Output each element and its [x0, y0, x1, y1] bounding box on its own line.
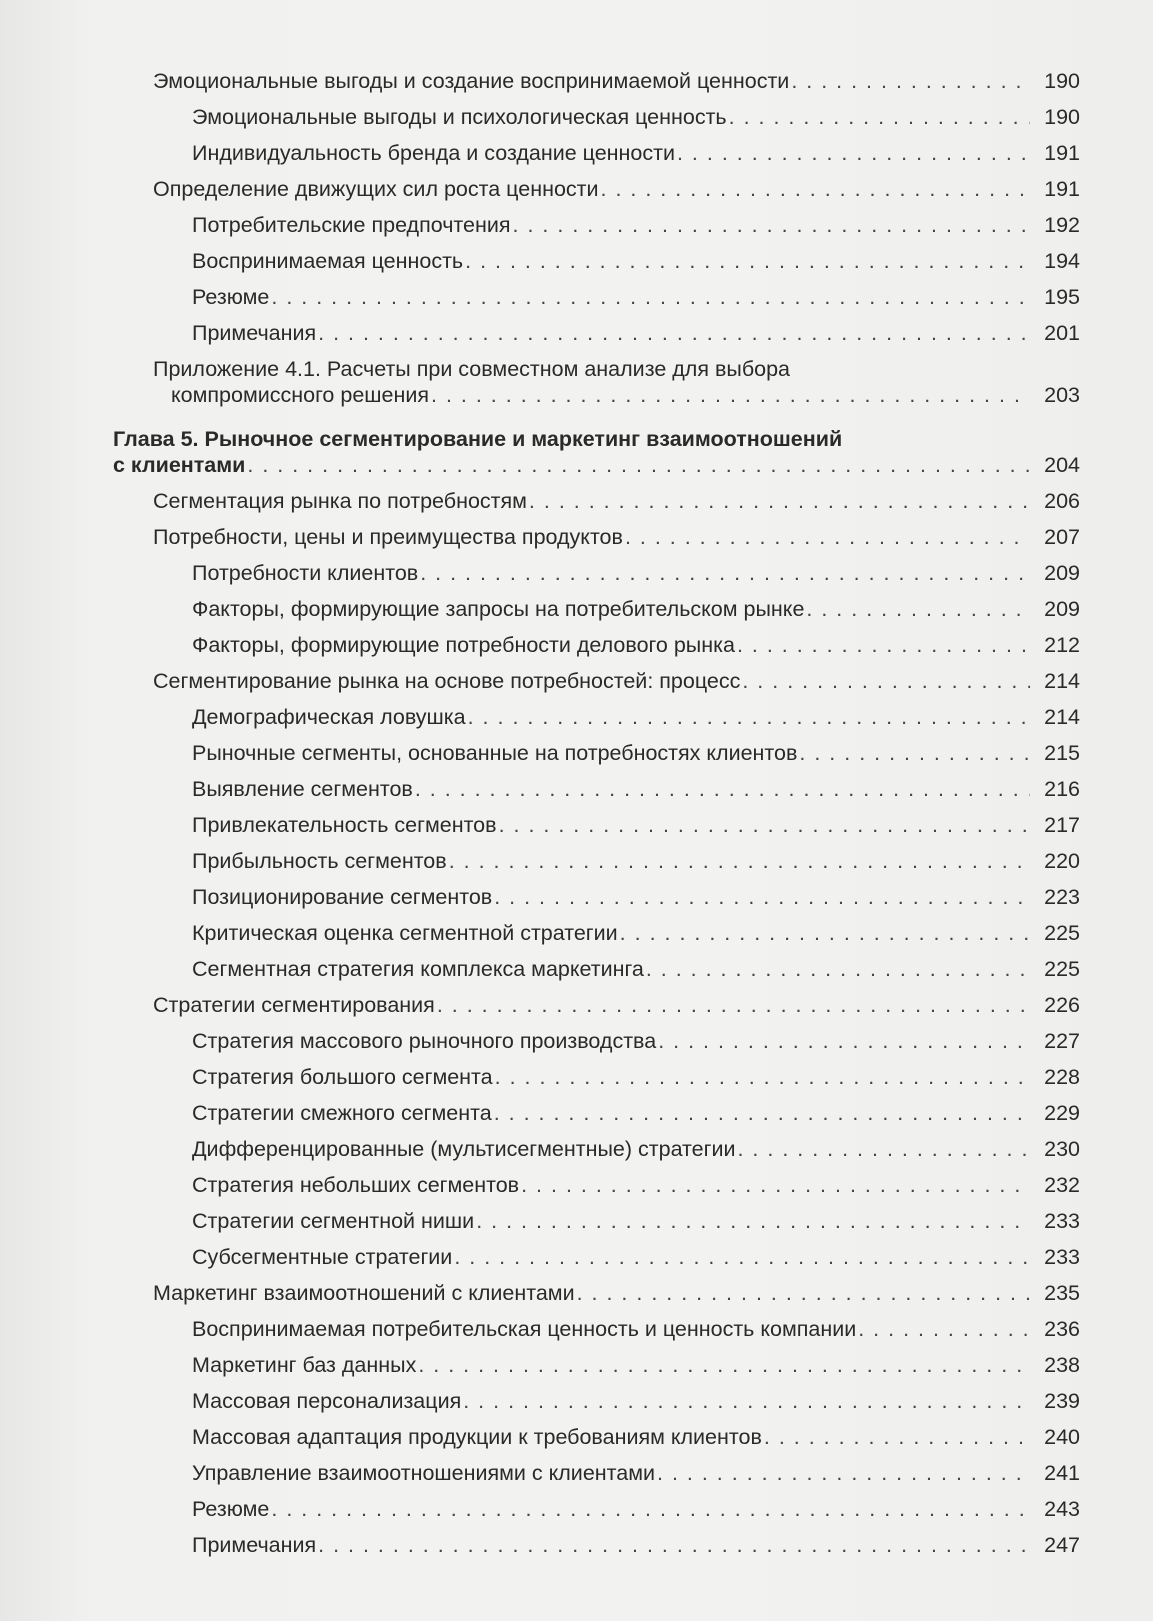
- toc-entry: [0, 734, 1153, 770]
- toc-entry: [0, 914, 1153, 950]
- toc-entry: [0, 350, 1153, 412]
- toc-entry-page: 233: [1044, 1209, 1080, 1233]
- toc-entry: [0, 1526, 1153, 1562]
- chapter-title-continued: с клиентами: [113, 453, 246, 477]
- toc-entry-title: Потребности, цены и преимущества продуктов: [153, 525, 623, 549]
- toc-entry-title: Воспринимаемая ценность: [192, 249, 464, 273]
- toc-entry: [0, 1310, 1153, 1346]
- toc-entry-page: 206: [1044, 489, 1080, 513]
- toc-entry-page: 204: [1044, 453, 1080, 477]
- leader-dots: [318, 1532, 1030, 1558]
- toc-entry: [0, 1094, 1153, 1130]
- leader-dots: [521, 1172, 1030, 1198]
- toc-entry-page: 241: [1044, 1461, 1080, 1485]
- toc-entry: [0, 1022, 1153, 1058]
- toc-entry: [0, 134, 1153, 170]
- toc-entry-title: Резюме: [192, 285, 270, 309]
- toc-entry-page: 191: [1044, 141, 1080, 165]
- toc-entry-page: 214: [1044, 705, 1080, 729]
- leader-dots: [476, 1208, 1030, 1234]
- toc-entry-page: 209: [1044, 561, 1080, 585]
- leader-dots: [463, 1388, 1030, 1414]
- toc-entry-title: Определение движущих сил роста ценности: [153, 177, 599, 201]
- toc-entry: [0, 170, 1153, 206]
- toc-entry-title: Стратегии сегментной ниши: [192, 1209, 475, 1233]
- toc-entry-page: 225: [1044, 957, 1080, 981]
- toc-entry-title: Стратегия большого сегмента: [192, 1065, 493, 1089]
- toc-entry-page: 227: [1044, 1029, 1080, 1053]
- toc-entry-page: 212: [1044, 633, 1080, 657]
- toc-entry: [0, 950, 1153, 986]
- leader-dots: [858, 1316, 1030, 1342]
- toc-entry-title: Позиционирование сегментов: [192, 885, 493, 909]
- toc-entry: [0, 842, 1153, 878]
- toc-entry: [0, 554, 1153, 590]
- toc-entry: [0, 590, 1153, 626]
- leader-dots: [806, 596, 1030, 622]
- toc-entry-title: Дифференцированные (мультисегментные) стратегии: [192, 1137, 736, 1161]
- toc-entry-page: 209: [1044, 597, 1080, 621]
- toc-entry: [0, 1418, 1153, 1454]
- toc-entry-page: 201: [1044, 321, 1080, 345]
- leader-dots: [468, 704, 1030, 730]
- toc-entry-title: Эмоциональные выгоды и создание воспринимаемой ценности: [153, 69, 790, 93]
- leader-dots: [318, 320, 1030, 346]
- toc-entry-title: Факторы, формирующие потребности делового рынка: [192, 633, 735, 657]
- toc-entry-page: 232: [1044, 1173, 1080, 1197]
- toc-entry-page: 240: [1044, 1425, 1080, 1449]
- toc-entry: [0, 206, 1153, 242]
- toc-entry-title: Сегментация рынка по потребностям: [153, 489, 527, 513]
- toc-entry: [0, 1346, 1153, 1382]
- leader-dots: [577, 1280, 1030, 1306]
- toc-entry-title: Прибыльность сегментов: [192, 849, 447, 873]
- toc-entry-page: 192: [1044, 213, 1080, 237]
- toc-entry: [0, 626, 1153, 662]
- leader-dots: [431, 382, 1030, 408]
- toc-entry: [0, 98, 1153, 134]
- toc-entry-page: 235: [1044, 1281, 1080, 1305]
- toc-entry-page: 243: [1044, 1497, 1080, 1521]
- toc-entry-title: Массовая персонализация: [192, 1389, 462, 1413]
- leader-dots: [420, 560, 1030, 586]
- leader-dots: [658, 1028, 1030, 1054]
- chapter-title: Глава 5. Рыночное сегментирование и маркетинг взаимоотношений: [113, 427, 843, 451]
- toc-entry-page: 238: [1044, 1353, 1080, 1377]
- toc-entry-page: 216: [1044, 777, 1080, 801]
- leader-dots: [646, 956, 1030, 982]
- leader-dots: [499, 812, 1030, 838]
- toc-entry-title: Примечания: [192, 321, 317, 345]
- leader-dots: [437, 992, 1030, 1018]
- leader-dots: [742, 668, 1030, 694]
- toc-entry-title: Стратегия массового рыночного производства: [192, 1029, 657, 1053]
- toc-entry-title: Эмоциональные выгоды и психологическая ценность: [192, 105, 727, 129]
- toc-entry-title: Стратегии сегментирования: [153, 993, 435, 1017]
- leader-dots: [620, 920, 1030, 946]
- toc-entry: [0, 242, 1153, 278]
- toc-entry-page: 203: [1044, 383, 1080, 407]
- toc-entry-title: Потребительские предпочтения: [192, 213, 511, 237]
- leader-dots: [495, 1064, 1030, 1090]
- toc-entry-title: Стратегия небольших сегментов: [192, 1173, 520, 1197]
- toc-entry-page: 194: [1044, 249, 1080, 273]
- leader-dots: [737, 1136, 1030, 1162]
- toc-entry-title: Критическая оценка сегментной стратегии: [192, 921, 618, 945]
- toc-entry-page: 195: [1044, 285, 1080, 309]
- toc-entry-page: 233: [1044, 1245, 1080, 1269]
- toc-entry-page: 229: [1044, 1101, 1080, 1125]
- toc-entry-title: Примечания: [192, 1533, 317, 1557]
- leader-dots: [657, 1460, 1030, 1486]
- toc-entry: [0, 1058, 1153, 1094]
- toc-entry-title: Управление взаимоотношениями с клиентами: [192, 1461, 656, 1485]
- toc-entry-page: 191: [1044, 177, 1080, 201]
- toc-entry-title: Сегментная стратегия комплекса маркетинга: [192, 957, 644, 981]
- toc-entry-title: Индивидуальность бренда и создание ценности: [192, 141, 675, 165]
- toc-entry-page: 223: [1044, 885, 1080, 909]
- toc-entry: [0, 1454, 1153, 1490]
- toc-entry-page: 207: [1044, 525, 1080, 549]
- leader-dots: [791, 68, 1030, 94]
- toc-entry: [0, 1274, 1153, 1310]
- toc-entry: [0, 518, 1153, 554]
- toc-entry-page: 230: [1044, 1137, 1080, 1161]
- leader-dots: [601, 176, 1030, 202]
- toc-entry-title: Выявление сегментов: [192, 777, 413, 801]
- toc-entry-title: Демографическая ловушка: [192, 705, 466, 729]
- toc-entry-page: 190: [1044, 105, 1080, 129]
- leader-dots: [454, 1244, 1030, 1270]
- toc-entry-title: Резюме: [192, 1497, 270, 1521]
- toc-entry-page: 225: [1044, 921, 1080, 945]
- toc-entry-title-continued: компромиссного решения: [171, 383, 430, 407]
- leader-dots: [418, 1352, 1030, 1378]
- toc-entry: [0, 1490, 1153, 1526]
- toc-entry-page: 217: [1044, 813, 1080, 837]
- toc-entry-page: 220: [1044, 849, 1080, 873]
- toc-entry-page: 215: [1044, 741, 1080, 765]
- toc-entry: [0, 1382, 1153, 1418]
- toc-entry: [0, 278, 1153, 314]
- toc-entry: [0, 1130, 1153, 1166]
- toc-entry-page: 247: [1044, 1533, 1080, 1557]
- leader-dots: [494, 884, 1030, 910]
- toc-entry: [0, 806, 1153, 842]
- toc-entry-title: Сегментирование рынка на основе потребностей: процесс: [153, 669, 741, 693]
- toc-entry: [0, 1166, 1153, 1202]
- toc-entry: [0, 482, 1153, 518]
- toc-entry-page: 214: [1044, 669, 1080, 693]
- toc-entry: [0, 62, 1153, 98]
- toc-entry-title: Субсегментные стратегии: [192, 1245, 453, 1269]
- toc-entry-title: Стратегии смежного сегмента: [192, 1101, 492, 1125]
- toc-entry-title: Маркетинг баз данных: [192, 1353, 417, 1377]
- leader-dots: [513, 212, 1030, 238]
- leader-dots: [247, 452, 1030, 478]
- toc-entry-title: Рыночные сегменты, основанные на потребностях клиентов: [192, 741, 798, 765]
- leader-dots: [625, 524, 1030, 550]
- table-of-contents: [0, 62, 1153, 1562]
- leader-dots: [271, 284, 1030, 310]
- toc-entry-title: Воспринимаемая потребительская ценность и ценность компании: [192, 1317, 857, 1341]
- leader-dots: [494, 1100, 1030, 1126]
- toc-entry: [0, 770, 1153, 806]
- leader-dots: [677, 140, 1030, 166]
- leader-dots: [529, 488, 1030, 514]
- toc-entry-title: Маркетинг взаимоотношений с клиентами: [153, 1281, 575, 1305]
- toc-entry-title: Массовая адаптация продукции к требованиям клиентов: [192, 1425, 762, 1449]
- toc-entry: [0, 1202, 1153, 1238]
- toc-entry: [0, 314, 1153, 350]
- leader-dots: [729, 104, 1030, 130]
- leader-dots: [415, 776, 1030, 802]
- toc-entry: [0, 698, 1153, 734]
- toc-entry-page: 236: [1044, 1317, 1080, 1341]
- leader-dots: [799, 740, 1030, 766]
- leader-dots: [465, 248, 1030, 274]
- toc-entry-page: 226: [1044, 993, 1080, 1017]
- toc-entry: [0, 986, 1153, 1022]
- toc-entry-title: Приложение 4.1. Расчеты при совместном анализе для выбора: [153, 357, 791, 381]
- toc-entry: [0, 1238, 1153, 1274]
- toc-entry-title: Факторы, формирующие запросы на потребительском рынке: [192, 597, 805, 621]
- leader-dots: [764, 1424, 1030, 1450]
- leader-dots: [737, 632, 1030, 658]
- toc-entry-page: 190: [1044, 69, 1080, 93]
- toc-entry-title: Потребности клиентов: [192, 561, 419, 585]
- toc-entry-page: 239: [1044, 1389, 1080, 1413]
- toc-entry: [0, 878, 1153, 914]
- toc-entry-title: Привлекательность сегментов: [192, 813, 497, 837]
- leader-dots: [271, 1496, 1030, 1522]
- toc-entry: [0, 662, 1153, 698]
- leader-dots: [449, 848, 1030, 874]
- toc-chapter-heading: [0, 412, 1153, 482]
- toc-entry-page: 228: [1044, 1065, 1080, 1089]
